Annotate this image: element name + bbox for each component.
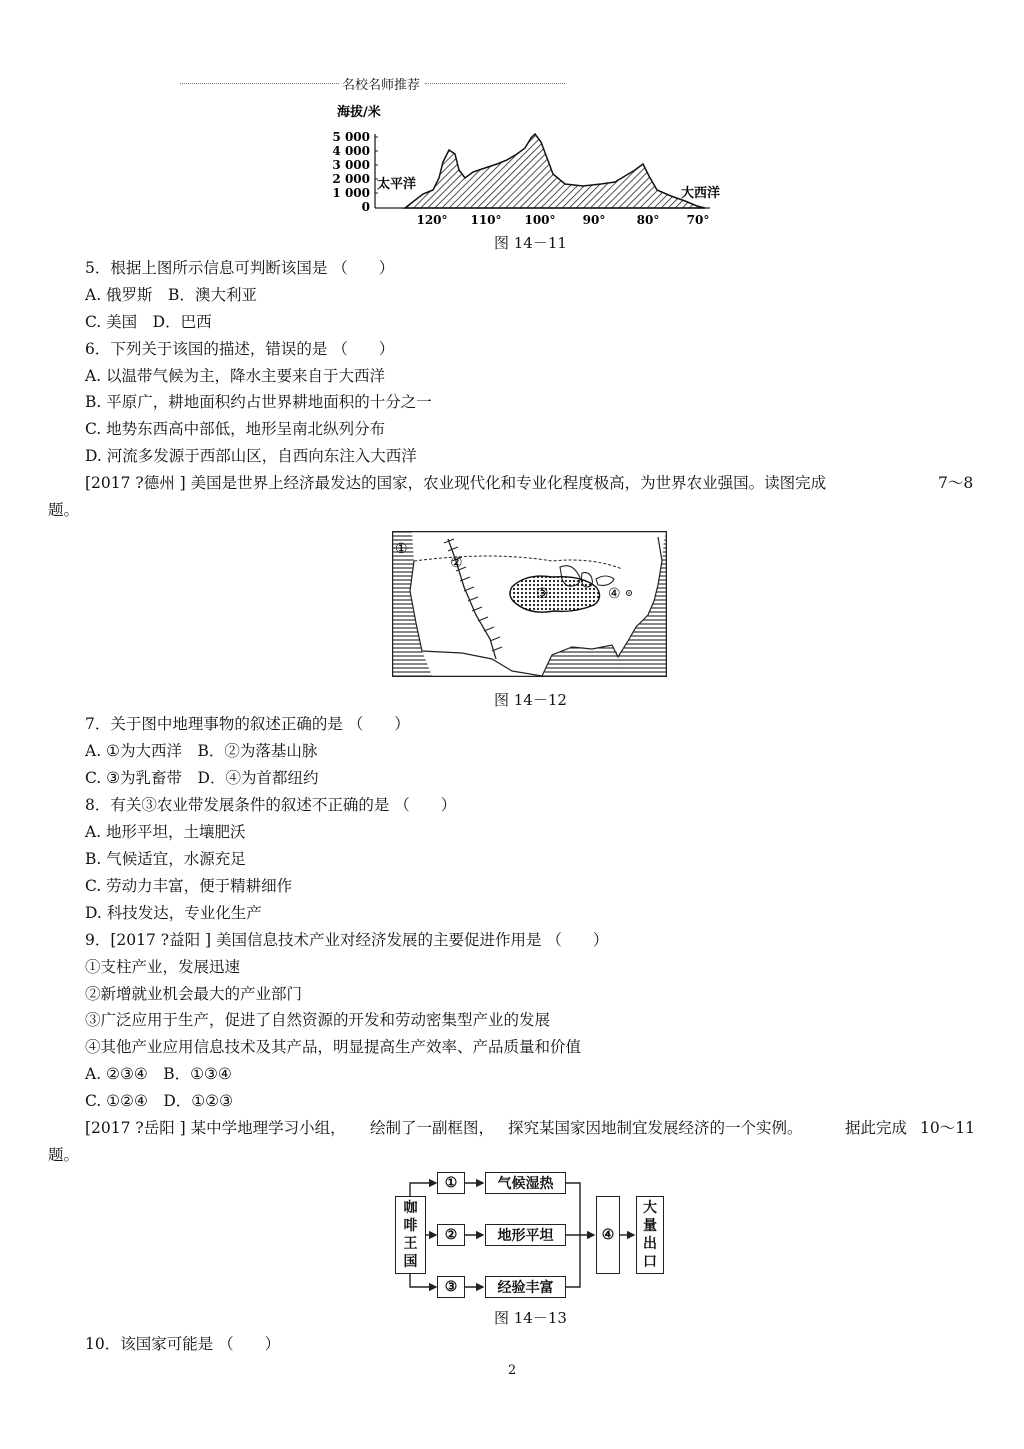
question-8-stem: 8．有关③农业带发展条件的叙述不正确的是 （ ） [85,796,457,814]
intro-10-11-part3: 探究某国家因地制宜发展经济的一个实例。 [508,1119,803,1137]
y-tick-label: 5 000 [332,130,370,144]
agricultural-belt [510,576,600,612]
intro-10-11-part1: [2017 ?岳阳 ] 某中学地理学习小组， [85,1119,346,1137]
intro-7-8-line2: 题。 [48,501,80,519]
question-6-stem: 6．下列关于该国的描述，错误的是 （ ） [85,340,395,358]
y-tick-label: 0 [361,200,370,214]
question-8-option-a: A. 地形平坦，土壤肥沃 [85,823,246,841]
question-9-statement-4: ④其他产业应用信息技术及其产品，明显提高生产效率、产品质量和价值 [85,1038,582,1056]
question-10-stem: 10．该国家可能是 （ ） [85,1335,281,1353]
question-9-options-ab: A. ②③④ B．①③④ [85,1065,232,1083]
question-6-option-b: B. 平原广，耕地面积约占世界耕地面积的十分之一 [85,393,432,411]
atlantic-label: 大西洋 [681,186,721,201]
question-8-option-c: C. 劳动力丰富，便于精耕细作 [85,877,293,895]
header-rule-left [180,83,345,84]
coffee-kingdom-char: 啡 [403,1218,418,1234]
x-tick-label: 110° [470,213,502,227]
x-tick-label: 100° [524,213,556,227]
city-marker-dot [628,592,630,594]
flowchart-figure [390,1168,680,1300]
y-tick-label: 2 000 [332,172,370,186]
page-number: 2 [508,1363,517,1378]
x-tick-label: 120° [416,213,448,227]
question-9-stem: 9．[2017 ?益阳 ] 美国信息技术产业对经济发展的主要促进作用是 （ ） [85,931,609,949]
pacific-label: 太平洋 [377,177,417,192]
factor-box-2: ② [437,1224,465,1246]
y-tick-label: 1 000 [332,186,370,200]
x-tick-label: 70° [686,213,710,227]
intro-7-8-line1: [2017 ?德州 ] 美国是世界上经济最发达的国家，农业现代化和专业化程度极高，为世界农业强国。读图完成 [85,474,827,492]
intro-10-11-range: 10～11 [920,1119,975,1137]
figure-caption: 图 14－12 [494,691,567,709]
coffee-kingdom-char: 国 [403,1254,418,1270]
question-9-statement-1: ①支柱产业，发展迅速 [85,958,241,976]
x-tick-label: 80° [636,213,660,227]
question-7-stem: 7．关于图中地理事物的叙述正确的是 （ ） [85,715,410,733]
intro-10-11-part2: 绘制了一副框图， [370,1119,495,1137]
question-5-stem: 5．根据上图所示信息可判断该国是 （ ） [85,259,395,277]
question-6-option-c: C. 地势东西高中部低，地形呈南北纵列分布 [85,420,386,438]
factor-box-3: ③ [437,1276,465,1298]
question-5-options-cd: C. 美国 D．巴西 [85,313,212,331]
condition-box-climate: 气候湿热 [485,1172,566,1194]
x-tick-label: 90° [582,213,606,227]
export-box [636,1196,664,1274]
figure-caption: 图 14－11 [494,234,567,252]
condition-box-terrain: 地形平坦 [485,1224,566,1246]
figure-caption: 图 14－13 [494,1309,567,1327]
header-title: 名校名师推荐 [340,74,422,93]
export-char: 出 [643,1236,657,1252]
question-6-option-d: D. 河流多发源于西部山区，自西向东注入大西洋 [85,447,417,465]
question-8-option-d: D. 科技发达，专业化生产 [85,904,262,922]
export-char: 量 [643,1218,657,1234]
map-label-2: ② [450,555,463,571]
coffee-kingdom-char: 咖 [403,1200,418,1216]
page-header [180,76,565,93]
intro-7-8-range: 7～8 [938,474,974,492]
question-7-options-ab: A. ①为大西洋 B．②为落基山脉 [85,742,318,760]
intro-10-11-part4: 据此完成 [845,1119,908,1137]
factor-box-1: ① [437,1172,465,1194]
elevation-profile-figure [325,98,725,228]
export-char: 口 [643,1254,657,1270]
map-label-1: ① [395,541,408,557]
question-6-option-a: A. 以温带气候为主，降水主要来自于大西洋 [85,367,386,385]
y-axis-label: 海拔/米 [337,105,381,120]
question-9-options-cd: C. ①②④ D．①②③ [85,1092,233,1110]
export-char: 大 [643,1200,657,1216]
usa-map-figure [392,531,667,677]
intro-10-11-line2: 题。 [48,1146,80,1164]
map-label-3: ③ [536,586,549,602]
result-box-4: ④ [596,1196,620,1274]
question-9-statement-3: ③广泛应用于生产，促进了自然资源的开发和劳动密集型产业的发展 [85,1011,551,1029]
map-label-4: ④ [608,586,621,602]
terrain-profile [405,134,705,208]
y-tick-label: 3 000 [332,158,370,172]
coffee-kingdom-box [395,1196,426,1274]
question-8-option-b: B. 气候适宜，水源充足 [85,850,246,868]
question-7-options-cd: C. ③为乳畜带 D．④为首都纽约 [85,769,319,787]
coffee-kingdom-char: 王 [403,1236,418,1252]
header-rule-right [425,83,565,84]
y-tick-label: 4 000 [332,144,370,158]
condition-box-experience: 经验丰富 [485,1276,566,1298]
question-9-statement-2: ②新增就业机会最大的产业部门 [85,985,303,1003]
question-5-options-ab: A. 俄罗斯 B．澳大利亚 [85,286,257,304]
